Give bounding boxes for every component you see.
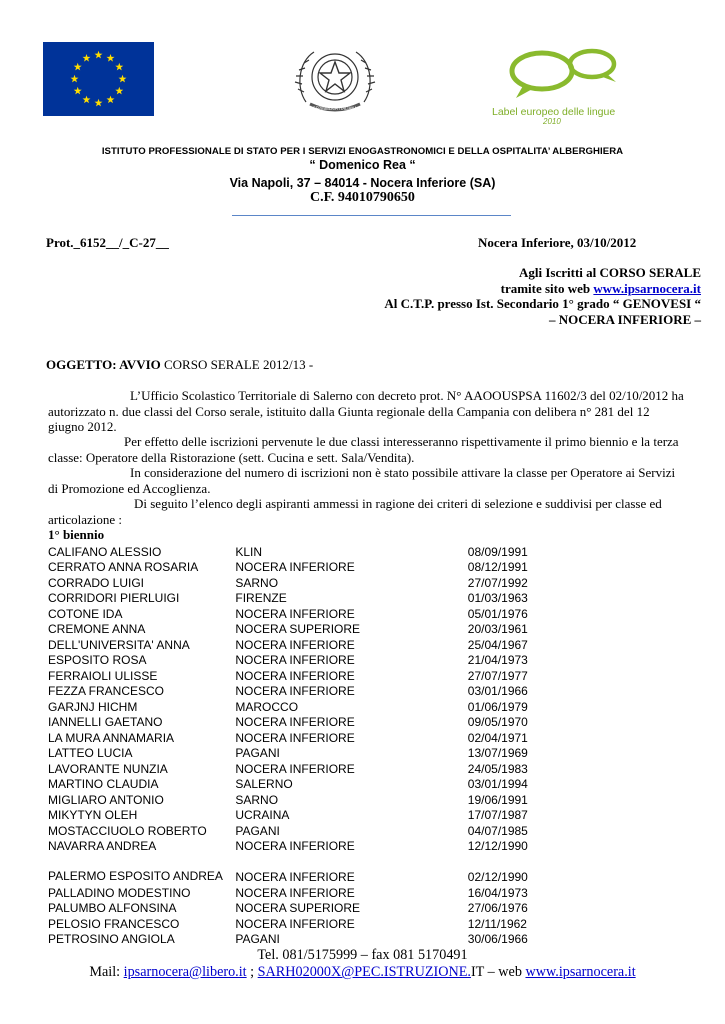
student-name: COTONE IDA [48,606,123,621]
student-birthdate: 12/11/1962 [467,916,527,931]
eu-stars-icon [43,42,154,116]
label-logo-year: 2010 [543,117,561,126]
student-city: NOCERA INFERIORE [235,715,355,729]
student-birthdate: 27/06/1976 [467,901,528,915]
eu-star-icon [95,51,103,59]
body-paragraph-1: L’Ufficio Scolastico Territoriale di Salerno con decreto prot. N° AAOOUSPSA 11602/3 del 02/10/2012 ha autorizzato n. due classi del Corso serale, istituito dalla Giunta regionale della Campania con delibera n° 281 del 12 giugno 2012. [48,388,684,434]
student-city: NOCERA INFERIORE [235,870,355,884]
table-row [48,884,568,900]
student-birthdate: 20/03/1961 [467,622,528,636]
student-birthdate: 13/07/1969 [467,746,528,760]
institute-name: ISTITUTO PROFESSIONALE DI STATO PER I SERVIZI ENOGASTRONOMICI E DELLA OSPITALITA’ ALBERGHIERA [101,146,624,157]
eu-star-icon [71,75,79,83]
table-row [48,590,568,606]
table-row [48,667,568,683]
student-birthdate: 01/06/1979 [467,699,528,714]
student-birthdate: 30/06/1966 [467,932,528,946]
student-birthdate: 05/01/1976 [467,606,528,621]
eu-star-icon [107,96,115,104]
body-paragraph-3: In considerazione del numero di iscrizioni non è stato possibile attivare la classe per Operatore ai Servizi di Promozione ed Accoglienza. [48,465,676,496]
student-name: LATTEO LUCIA [48,746,133,760]
recipient-line-1: Agli Iscritti al CORSO SERALE [518,265,701,280]
table-row [48,605,568,621]
student-name: GARJNJ HICHM [48,699,138,714]
student-name: CORRADO LUIGI [48,575,145,590]
student-city: NOCERA INFERIORE [235,560,355,574]
table-row [48,760,568,776]
student-name: MIKYTYN OLEH [48,808,138,822]
student-birthdate: 04/07/1985 [467,823,528,838]
table-row [48,729,568,745]
student-birthdate: 25/04/1967 [467,637,528,652]
tax-code: C.F. 94010790650 [310,190,415,205]
footer-website-link[interactable]: www.ipsarnocera.it [525,964,636,980]
table-row [48,745,568,761]
student-name: PETROSINO ANGIOLA [48,932,175,946]
student-city: SARNO [235,575,279,590]
table-row [48,931,568,947]
student-name: PALLADINO MODESTINO [48,885,191,900]
eu-star-icon [95,99,103,107]
student-birthdate: 21/04/1973 [467,653,528,667]
student-city: KLIN [235,544,263,559]
student-city: NOCERA INFERIORE [235,885,355,900]
subject-line [46,357,313,373]
student-birthdate: 01/03/1963 [467,591,528,605]
eu-star-icon [74,87,82,95]
table-row [48,900,568,916]
footer-mail-label: Mail: [89,964,124,980]
place-date: Nocera Inferiore, 03/10/2012 [478,235,637,250]
eu-star-icon [107,54,115,62]
table-row [48,853,568,884]
table-row [48,807,568,823]
italian-republic-emblem [292,40,378,118]
student-name: MOSTACCIUOLO ROBERTO [48,823,207,838]
recipient-line-4: – NOCERA INFERIORE – [548,312,701,327]
student-city: SARNO [235,792,279,807]
student-name: CALIFANO ALESSIO [48,544,162,559]
email-link-pec[interactable]: SARH02000X@PEC.ISTRUZIONE. [257,964,471,980]
student-name: PALUMBO ALFONSINA [48,901,177,915]
table-row [48,915,568,931]
table-row [48,822,568,838]
table-row [48,683,568,699]
group-title: 1° biennio [48,527,105,542]
student-city: PAGANI [235,823,280,838]
student-birthdate: 08/12/1991 [467,560,528,574]
student-name: PELOSIO FRANCESCO [48,916,180,931]
student-city: PAGANI [235,932,280,946]
student-city: NOCERA INFERIORE [235,653,355,667]
student-birthdate: 27/07/1992 [467,575,528,590]
recipient-line-3: Al C.T.P. presso Ist. Secondario 1° grado “ GENOVESI “ [384,296,701,311]
eu-star-icon [74,63,82,71]
table-row [48,543,568,559]
student-birthdate: 02/04/1971 [467,730,528,745]
student-birthdate: 24/05/1983 [467,761,528,776]
student-name: CREMONE ANNA [48,622,146,636]
table-row [48,698,568,714]
student-city: PAGANI [235,746,280,760]
table-row [48,559,568,575]
body-paragraph-4: Di seguito l’elenco degli aspiranti ammessi in ragione dei criteri di selezione e suddivisi per classe ed articolazione : [48,496,662,527]
student-name: IANNELLI GAETANO [48,715,163,729]
student-birthdate: 03/01/1966 [467,684,528,698]
table-row [48,714,568,730]
student-birthdate: 16/04/1973 [467,885,528,900]
student-birthdate: 27/07/1977 [467,668,528,683]
footer-contacts [0,964,725,981]
student-birthdate: 17/07/1987 [467,808,528,822]
table-row [48,652,568,668]
svg-text:REPVBBLICA ITALIANA: REPVBBLICA ITALIANA [312,106,358,111]
student-birthdate: 02/12/1990 [467,870,528,884]
student-birthdate: 08/09/1991 [467,544,528,559]
eu-star-icon [115,63,123,71]
eu-star-icon [119,75,127,83]
eu-star-icon [83,96,91,104]
student-city: NOCERA INFERIORE [235,761,355,776]
student-city: NOCERA INFERIORE [235,668,355,683]
student-name: FERRAIOLI ULISSE [48,668,158,683]
student-table [48,543,568,946]
footer-web-label: IT – web [470,964,526,980]
website-link[interactable]: www.ipsarnocera.it [593,281,701,296]
school-name: “ Domenico Rea “ [309,158,416,172]
student-name: ESPOSITO ROSA [48,653,147,667]
student-city: SALERNO [235,777,293,791]
student-city: FIRENZE [235,591,287,605]
student-city: MAROCCO [235,699,299,714]
student-name: MIGLIARO ANTONIO [48,792,164,807]
student-birthdate: 19/06/1991 [467,792,528,807]
school-address: Via Napoli, 37 – 84014 - Nocera Inferiore (SA) [229,176,496,190]
eu-star-icon [83,54,91,62]
student-birthdate: 09/05/1970 [467,715,528,729]
header-divider [232,215,511,216]
subject-text: CORSO SERALE 2012/13 - [160,357,314,372]
body-paragraph-2: Per effetto delle iscrizioni pervenute le due classi interesseranno rispettivamente il primo biennio e la terza classe: Operatore della Ristorazione (sett. Cucina e sett. Sala/Vendita). [48,434,679,465]
student-city: NOCERA INFERIORE [235,606,355,621]
subject-label: OGGETTO: AVVIO [46,357,161,372]
student-name: CORRIDORI PIERLUIGI [48,591,180,605]
student-city: NOCERA INFERIORE [235,839,355,853]
student-name: LA MURA ANNAMARIA [48,730,175,745]
table-row [48,838,568,854]
footer-phone: Tel. 081/5175999 – fax 081 5170491 [257,947,468,963]
student-city: NOCERA SUPERIORE [235,622,361,636]
table-row [48,574,568,590]
label-logo-text: Label europeo delle lingue [492,106,616,118]
student-name: CERRATO ANNA ROSARIA [48,560,199,574]
footer-separator: ; [246,964,258,980]
student-birthdate: 12/12/1990 [467,839,528,853]
table-row [48,791,568,807]
student-name: FEZZA FRANCESCO [48,684,165,698]
protocol-number: Prot._6152__/_C-27__ [46,235,169,250]
student-city: NOCERA INFERIORE [235,684,355,698]
table-row [48,636,568,652]
student-name: MARTINO CLAUDIA [48,777,159,791]
student-name: PALERMO ESPOSITO ANDREA [48,869,223,883]
student-name: NAVARRA ANDREA [48,839,157,853]
student-city: NOCERA INFERIORE [235,916,355,931]
table-row [48,621,568,637]
european-language-label-logo [488,44,678,126]
student-city: NOCERA SUPERIORE [235,901,361,915]
recipient-line-2 [501,281,701,297]
student-birthdate: 03/01/1994 [467,777,528,791]
student-city: NOCERA INFERIORE [235,730,355,745]
student-name: LAVORANTE NUNZIA [48,761,168,776]
recipient-web-prefix: tramite sito web [500,281,594,296]
email-link-libero[interactable]: ipsarnocera@libero.it [123,964,247,980]
eu-flag-logo [43,42,154,116]
student-city: NOCERA INFERIORE [235,637,355,652]
student-name: DELL'UNIVERSITA' ANNA [48,637,190,652]
table-row [48,776,568,792]
eu-star-icon [115,87,123,95]
student-city: UCRAINA [235,808,290,822]
